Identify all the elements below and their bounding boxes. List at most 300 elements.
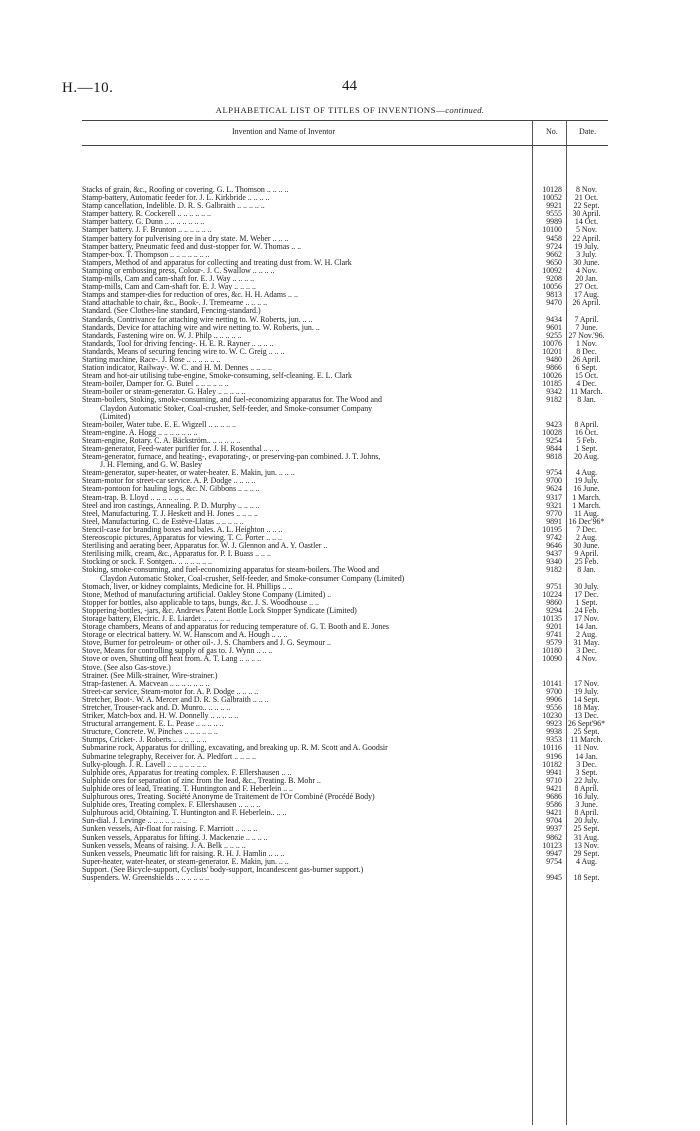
table-row [82,566,608,582]
patent-number: 10182 [542,759,562,769]
table-row [82,510,608,518]
patent-number: 9254 [546,435,562,445]
invention-title [82,858,532,866]
patent-number: 9844 [546,444,562,453]
table-row [82,235,608,243]
patent-date: 17 Nov. [574,678,599,688]
patent-number: 10195 [542,524,562,534]
patent-date: 30 June. [573,257,600,267]
patent-date: 8 Nov. [576,185,597,194]
patent-date: 30 July. [574,581,599,591]
patent-number: 9470 [546,298,562,308]
invention-title-line: Stamper battery. G. Dunn .. .. .. .. .. .. .. [82,218,205,227]
patent-number: 9208 [546,274,562,284]
table-row [82,267,608,275]
patent-number: 9700 [546,476,562,486]
table-row [82,437,608,445]
invention-title-line: Submarine rock, Apparatus for drilling, excavating, and breaking up. R. M. Scott and A. Goodsir [82,744,388,753]
page-number: 44 [342,78,357,94]
patent-number: 9317 [546,492,562,502]
patent-number: 9947 [546,848,562,858]
patent-number: 10052 [542,193,562,203]
table-row [82,607,608,615]
patent-number: 9818 [546,452,562,462]
invention-title-line: Steam and hot-air utilising tube-engine, Smoke-consuming, self-cleaning. E. L. Clark [82,372,352,381]
invention-title-line: Sun-dial. J. Levinge .. .. .. .. .. .. .. [82,817,187,826]
patent-date: 17 Dec. [574,589,599,599]
table-row [82,647,608,655]
patent-number: 9813 [546,290,562,300]
invention-title-line: Sterilising milk, cream, &c., Apparatus for. P. I. Buass .. .. .. [82,550,271,559]
table-row [82,769,608,777]
patent-number: 9556 [546,703,562,712]
table-row [82,202,608,210]
patent-number: 9700 [546,686,562,696]
invention-title [82,850,532,858]
invention-title [82,599,532,607]
invention-title-line: Sunken vessels, Means of raising. J. A. Belk .. .. .. .. [82,841,246,850]
invention-title-line: Stoking, smoke-consuming, and fuel-economizing apparatus for steam-boilers. The Wood and [82,566,380,575]
patent-date: 7 April. [574,314,599,324]
patent-date: 11 Aug. [574,508,599,518]
patent-date: 16 Dec'96* [568,516,605,526]
invention-title-line: Steam-boiler or steam-generator. G. Haley .. .. .. .. .. [82,388,246,397]
invention-title-line: Stacks of grain, &c., Roofing or covering. G. L. Thomson .. .. .. .. [82,186,289,194]
patent-number: 10230 [542,711,562,721]
invention-title [82,623,532,631]
table-row [82,356,608,364]
invention-title [82,793,532,801]
invention-title-line: Stretcher, Trouser-rack and. D. Munro.. .. .. .. .. [82,704,231,712]
invention-title-line: Stamps and stamper-dies for reduction of ores, &c. H. H. Adams .. .. [82,291,298,300]
invention-title [82,453,532,469]
invention-title-line: Stamper battery. R. Cockerell .. .. .. .. .. .. [82,210,211,219]
patent-date: 20 July. [574,816,599,826]
header-date: Date. [579,127,597,136]
invention-title-line: Submarine telegraphy, Receiver for. A. Pledfort .. .. .. .. [82,752,256,761]
invention-title [82,396,532,420]
invention-title-line: Stamp-battery, Automatic feeder for. J. L. Kirkbride .. .. .. .. [82,194,270,203]
patent-date: 1 Nov. [576,338,597,348]
table-row [82,761,608,769]
patent-number: 9579 [546,638,562,648]
invention-title [82,688,532,696]
patent-number: 9353 [546,735,562,745]
invention-title [82,518,532,526]
patent-number: 9650 [546,257,562,267]
table-row [82,494,608,502]
patent-number: 9182 [546,565,562,575]
invention-title-line: Structural arrangement. E. L. Pease .. .. .. .. .. [82,720,224,729]
table-row [82,259,608,267]
patent-date: 24 Feb. [574,605,599,615]
invention-title [82,469,532,477]
table-row [82,850,608,858]
invention-title [82,235,532,243]
table-row [82,793,608,801]
patent-date: 2 Aug. [575,630,598,640]
invention-title [82,736,532,744]
table-row [82,332,608,340]
table-row [82,825,608,833]
invention-title-line: Steel and iron castings, Annealing. P. D. Murphy .. .. .. .. [82,501,260,510]
patent-date: 16 Oct. [574,427,599,437]
invention-title-line: Stove or oven, Shutting off heat from. A. T. Lang .. .. .. .. [82,655,262,664]
table-row [82,696,608,704]
invention-title-line: Stopper for bottles, also applicable to taps, bungs, &c. J. S. Woodhouse .. .. [82,598,320,607]
patent-number: 10141 [542,678,562,688]
invention-title [82,834,532,842]
invention-title [82,388,532,396]
invention-title [82,777,532,785]
table-row [82,672,608,680]
invention-title [82,542,532,550]
invention-title-line: Steam-boiler, Damper for. G. Butel .. .. .. .. .. .. [82,380,229,389]
invention-title-line: Steel, Manufacturing. C. de Estève-Llatas .. .. .. .. .. [82,517,244,526]
invention-title-line: Station indicator, Railway-. W. C. and H. M. Dennes .. .. .. .. [82,364,272,373]
invention-title [82,356,532,364]
patent-date: 30 April. [572,209,601,219]
patent-date: 27 Oct. [574,282,599,292]
patent-number: 9434 [546,314,562,324]
invention-title [82,817,532,825]
table-row [82,858,608,866]
patent-number: 9937 [546,824,562,834]
patent-date: 4 Aug. [575,856,598,866]
invention-title-line: Stampers, Method of and apparatus for collecting and treating dust from. W. H. Clark [82,258,352,267]
table-header [82,120,608,146]
patent-date: 22 Sept. [573,201,600,211]
invention-title-line: Standards, Tool for driving fencing-. H. E. R. Rayner .. .. .. .. [82,339,274,348]
patent-date: 31 Aug. [574,832,599,842]
invention-title [82,372,532,380]
invention-title-line: Street-car service, Steam-motor for. A. P. Dodge .. .. .. .. [82,687,259,696]
patent-date: 8 Jan. [577,395,596,405]
invention-title [82,283,532,291]
table-row [82,753,608,761]
invention-title-line: Stamp-mills, Cam and cam-shaft for. E. J. Way .. .. .. .. [82,275,255,284]
patent-number: 9624 [546,484,562,494]
invention-title [82,526,532,534]
patent-date: 3 Dec. [576,646,597,656]
invention-title [82,615,532,623]
invention-title-line: Stamp cancellation, Indelible. D. R. S. Galbraith .. .. .. .. .. [82,202,265,211]
table-row [82,817,608,825]
patent-date: 26 April. [572,298,601,308]
table-row [82,866,608,874]
table-row [82,688,608,696]
invention-title [82,825,532,833]
patent-number: 9923 [546,719,562,729]
patent-date: 8 April. [574,783,599,793]
invention-title [82,583,532,591]
patent-number: 9751 [546,581,562,591]
invention-title [82,712,532,720]
patent-date: 11 March. [570,387,603,397]
invention-title-line: Stamper battery, Pneumatic feed and dust-stopper for. W. Thomas .. .. [82,242,302,251]
patent-number: 9938 [546,727,562,737]
patent-number: 9555 [546,209,562,219]
invention-title [82,332,532,340]
patent-number: 9586 [546,800,562,810]
invention-title [82,866,532,874]
patent-date: 1 March. [572,492,601,502]
invention-title-line: Stamper battery. J. F. Brunton .. .. .. .. .. .. [82,226,212,235]
patent-number: 9646 [546,541,562,551]
patent-number: 10128 [542,185,562,194]
invention-title [82,704,532,712]
invention-title-line: Steam-boilers, Stoking, smoke-consuming, and fuel-economizing apparatus for. The Wood and [82,396,382,405]
invention-title-line: Steam-engine, Rotary. C. A. Bäckström.. .. .. .. .. .. [82,436,241,445]
patent-number: 10180 [542,646,562,656]
patent-date: 30 June. [573,541,600,551]
invention-title-line: Steam-motor for street-car service. A. P. Dodge .. .. .. .. [82,477,256,486]
invention-title [82,502,532,510]
table-row [82,728,608,736]
patent-date: 14 Jan. [575,622,598,632]
patent-date: 16 July. [574,792,599,802]
table-row [82,226,608,234]
table-row [82,299,608,307]
invention-title [82,720,532,728]
invention-title [82,194,532,202]
patent-date: 4 Dec. [576,379,597,389]
invention-title-line: Strainer. (See Milk-strainer, Wire-strainer.) [82,671,218,680]
patent-number: 10116 [542,743,562,753]
patent-date: 11 Nov. [574,743,599,753]
patent-number: 9862 [546,832,562,842]
invention-title-line: Stoppering-bottles, -jars, &c. Andrews Patent Bottle Lock Stopper Syndicate (Limited) [82,606,357,615]
invention-title [82,655,532,663]
patent-date: 3 Dec. [576,759,597,769]
invention-title [82,744,532,752]
patent-number: 9989 [546,217,562,227]
invention-title-line: Sulky-plough. J. R. Lavell .. .. .. .. .. .. .. [82,760,207,769]
table-row [82,736,608,744]
invention-title [82,324,532,332]
patent-number: 9480 [546,354,562,364]
table-row [82,599,608,607]
patent-date: 8 April. [574,808,599,818]
invention-title-line: Stamper battery for pulverising ore in a dry state. M. Weber .. .. .. [82,234,289,243]
invention-title [82,316,532,324]
table-row [82,704,608,712]
patent-date: 7 Dec. [576,524,597,534]
invention-title-line: Sulphurous ores, Treating. Société Anonyme de Traitement de l'Or Combiné (Procédé Body) [82,793,375,802]
patent-date: 20 Aug. [574,452,599,462]
invention-title [82,477,532,485]
invention-title [82,421,532,429]
table-row [82,477,608,485]
patent-date: 3 Sept. [575,767,598,777]
table-row [82,712,608,720]
patent-date: 17 Nov. [574,613,599,623]
invention-title [82,647,532,655]
patent-date: 5 Feb. [576,435,597,445]
invention-title [82,210,532,218]
table-body [82,146,608,882]
patent-date: 22 July. [574,775,599,785]
invention-title-line: Stamping or embossing press, Colour-. J. C. Swallow .. .. .. .. [82,266,275,275]
table-row [82,251,608,259]
patent-date: 25 Sept. [573,824,600,834]
patent-date: 1 Sept. [575,444,598,453]
table-row [82,275,608,283]
table-row [82,631,608,639]
table-row [82,453,608,469]
invention-title-continuation: Claydon Automatic Stoker, Coal-crusher, Self-feeder, and Smoke-consumer Company (Limited) [100,573,405,583]
invention-title [82,874,532,882]
patent-date: 4 Nov. [576,654,597,664]
invention-title-line: Starting machine, Race-. J. Rose .. .. .. .. .. .. [82,355,221,364]
invention-title-line: Stencil-case for branding boxes and bales. A. L. Heighton .. .. .. [82,525,283,534]
patent-date: 13 Dec. [574,711,599,721]
invention-title-line: Steam-generator, furnace, and heating-, evaporating-, or preserving-pan combined. J. T. Johns, [82,453,381,462]
patent-date: 6 Sept. [575,363,598,373]
table-row [82,324,608,332]
invention-title-line: Sunken vessels, Pneumatic lift for raising. R. H. J. Hamlin .. .. .. [82,849,285,858]
invention-title-line: Sulphide ores of lead, Treating. T. Huntington and F. Heberlein .. .. [82,784,293,793]
invention-title [82,380,532,388]
table-row [82,558,608,566]
table-row [82,777,608,785]
patent-date: 11 March. [570,735,603,745]
list-title-continued: continued. [445,105,485,115]
header-invention: Invention and Name of Inventor [232,127,336,136]
patent-date: 18 Sept. [573,872,600,882]
invention-title [82,672,532,680]
table-row [82,291,608,299]
patent-number: 9255 [546,330,562,340]
patent-number: 10185 [542,379,562,389]
table-row [82,801,608,809]
invention-title [82,251,532,259]
patent-date: 19 July. [574,686,599,696]
table-row [82,429,608,437]
invention-title-line: Stumps, Cricket-. J. Roberts .. .. .. .. .. .. [82,736,207,745]
patent-number: 9704 [546,816,562,826]
patent-number: 9710 [546,775,562,785]
list-title-main: ALPHABETICAL LIST OF TITLES OF INVENTIONS— [215,105,446,115]
table-row [82,744,608,752]
invention-title [82,340,532,348]
patent-number: 9921 [546,201,562,211]
patent-date: 14 Jan. [575,751,598,761]
invention-title [82,186,532,194]
patent-number: 9601 [546,322,562,332]
patent-number: 9196 [546,751,562,761]
table-row [82,283,608,291]
patent-number: 10224 [542,589,562,599]
invention-title-line: Steel, Manufacturing. T. J. Heskett and H. Jones .. .. .. .. [82,509,258,518]
invention-title [82,696,532,704]
invention-title [82,664,532,672]
patent-number: 10026 [542,371,562,381]
table-row [82,218,608,226]
invention-title [82,785,532,793]
patent-number: 9662 [546,249,562,259]
invention-title [82,445,532,453]
invention-title-line: Stone, Method of manufacturing artificial. Oakley Stone Company (Limited) .. [82,590,332,599]
patent-date: 8 April. [574,419,599,429]
table-row [82,372,608,380]
patent-date: 2 Aug. [575,533,598,543]
table-row [82,720,608,728]
patent-date: 27 Nov.'96. [568,330,605,340]
table-row [82,340,608,348]
invention-title-line: Sunken vessels, Apparatus for lifting. J. Mackenzie .. .. .. .. [82,833,268,842]
patent-date: 19 July. [574,241,599,251]
patent-number: 9182 [546,395,562,405]
invention-title-line: Standards, Device for attaching wire and wire netting to. W. Roberts, jun. .. [82,323,320,332]
patent-date: 29 Sept. [573,848,600,858]
table-row [82,502,608,510]
invention-title [82,348,532,356]
patent-number: 10076 [542,338,562,348]
table-row [82,485,608,493]
inventions-table [82,120,608,882]
patent-date: 18 May. [573,703,600,712]
patent-number: 9294 [546,605,562,615]
patent-number: 9941 [546,767,562,777]
invention-title [82,202,532,210]
table-row [82,542,608,550]
invention-title-line: Support. (See Bicycle-support, Cyclists' body-support, Incandescent gas-burner support.) [82,865,364,874]
table-row [82,316,608,324]
invention-title [82,307,532,315]
invention-title-line: Sterilising and aerating beer, Apparatus for. W. J. Glennon and A. Y. Oastler .. [82,542,328,551]
patent-number: 10028 [542,427,562,437]
patent-number: 10135 [542,613,562,623]
invention-title [82,809,532,817]
patent-date: 17 Aug. [574,290,599,300]
invention-title-line: Structure, Concrete. W. Pinches .. .. .. .. .. .. [82,728,218,737]
list-title [0,105,700,115]
invention-title-line: Stamper-box. T. Thompson .. .. .. .. .. .. .. [82,250,210,259]
invention-title-line: Standard. (See Clothes-line standard, Fencing-standard.) [82,307,261,316]
invention-title-line: Stamp-mills, Cam and Cam-shaft for. E. J. Way .. .. .. .. [82,283,256,292]
table-row [82,421,608,429]
invention-title-line: Stocking or sock. F. Sontgen.. .. .. .. .. .. .. [82,558,213,567]
patent-number: 10100 [542,225,562,235]
invention-title [82,494,532,502]
invention-title-line: Stand attachable to chair, &c., Book-. J. Tremearne .. .. .. .. [82,299,268,308]
patent-number: 9342 [546,387,562,397]
patent-date: 15 Oct. [574,371,599,381]
invention-title [82,607,532,615]
table-row [82,243,608,251]
patent-date: 4 Aug. [575,468,598,478]
table-row [82,664,608,672]
table-row [82,518,608,526]
table-row [82,186,608,194]
patent-number: 9945 [546,872,562,882]
patent-number: 9866 [546,363,562,373]
patent-number: 9437 [546,549,562,559]
invention-title-line: Stove, Means for controlling supply of gas to. J. Wynn .. .. .. [82,647,273,656]
patent-number: 9754 [546,468,562,478]
patent-number: 9742 [546,533,562,543]
invention-title-line: Steam-trap. B. Lloyd .. .. .. .. .. .. .. [82,493,191,502]
invention-title [82,299,532,307]
invention-title-line: Stereoscopic pictures, Apparatus for viewing. T. C. Porter .. .. .. [82,534,282,543]
invention-title [82,639,532,647]
invention-title [82,842,532,850]
patent-number: 9741 [546,630,562,640]
patent-number: 9423 [546,419,562,429]
table-row [82,550,608,558]
patent-number: 9906 [546,694,562,704]
